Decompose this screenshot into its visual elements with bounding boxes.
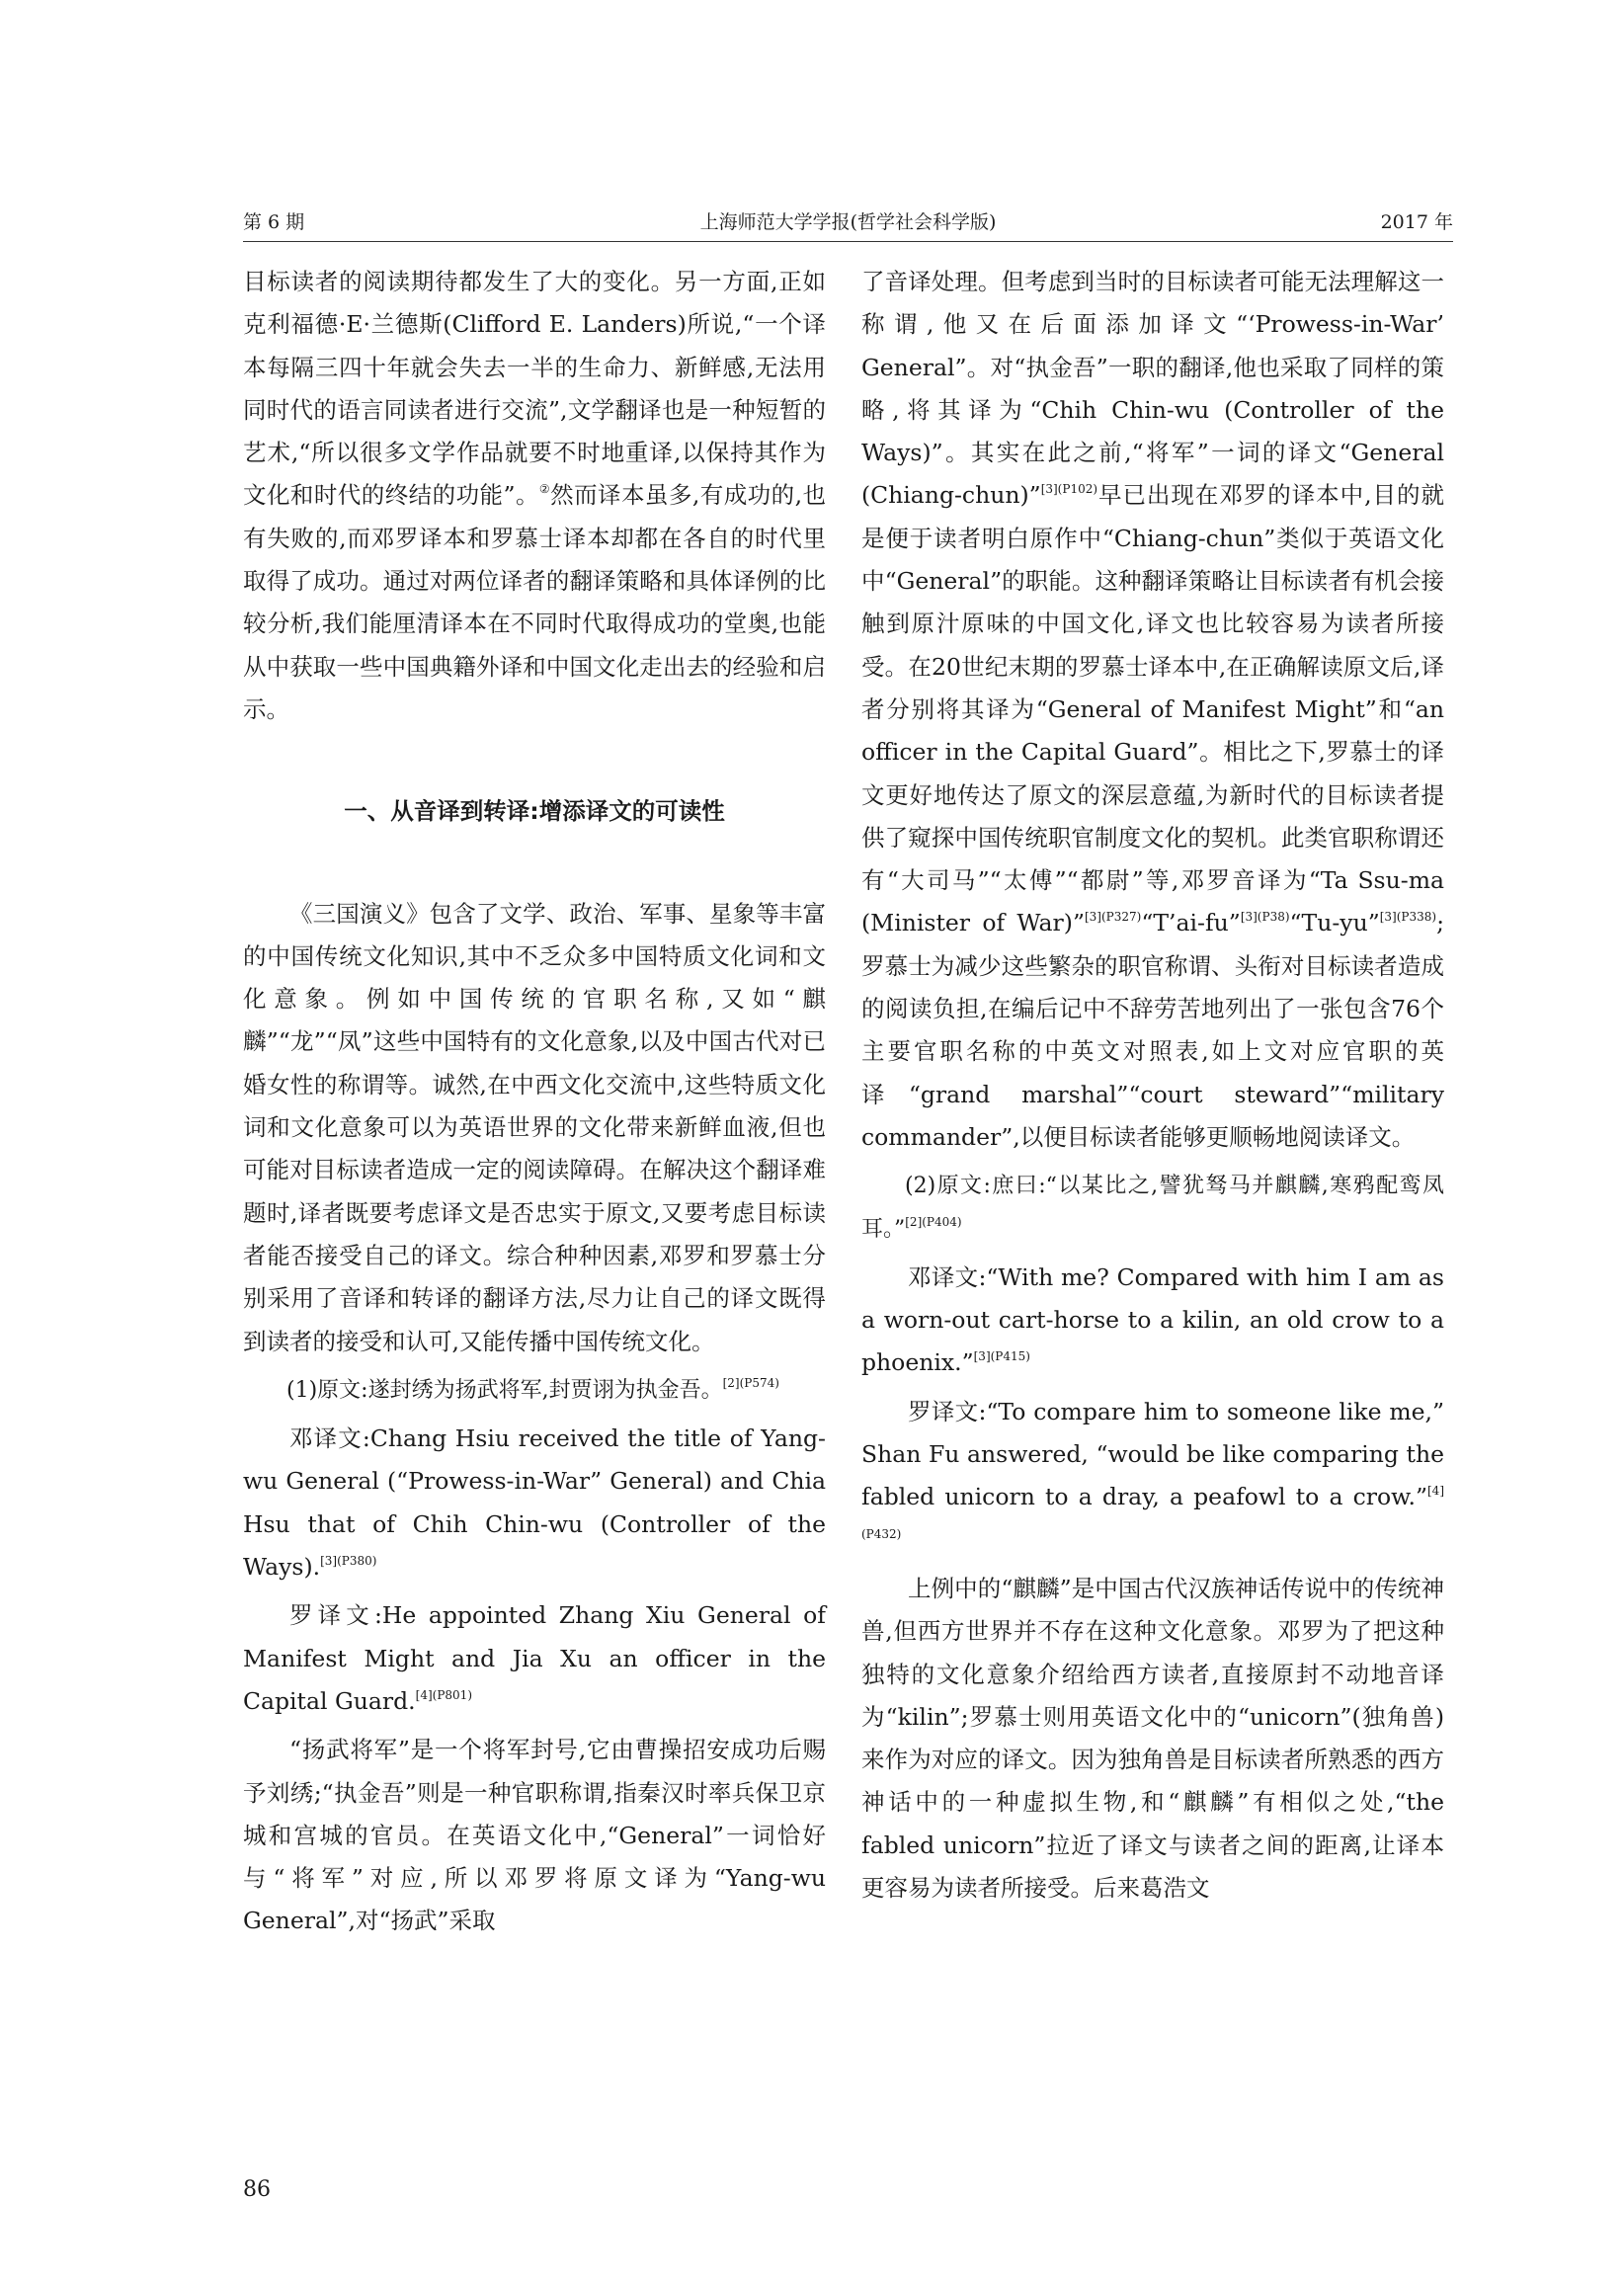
continued-text-c: “T’ai-fu” [1141,909,1241,937]
citation: [2](P404) [905,1214,962,1229]
example1-luo-text: 罗译文:He appointed Zhang Xiu General of Manifest Might and Jia Xu an officer in the Capital Guard. [243,1601,826,1715]
example2-source-text: (2)原文:庶曰:“以某比之,譬犹驽马并麒麟,寒鸦配鸾凤耳。” [861,1174,1444,1242]
example2-luo [861,1391,1444,1562]
right-column [861,261,1444,1910]
example2-deng-text: 邓译文:“With me? Compared with him I am as a worn-out cart-horse to a kilin, an old crow to a phoenix.” [861,1262,1444,1377]
year: 2017 年 [1380,211,1453,233]
example1-deng [243,1418,826,1588]
continued-text-a: 了音译处理。但考虑到当时的目标读者可能无法理解这一称谓,他又在后面添加译文“‘Prowess-in-War’ General”。对“执金吾”一职的翻译,他也采取了同样的策略,将其译为“Chih Chin-wu (Controller of the Ways)”。其实在此之前,“将军”一词的译文“General (Chiang-chun)” [861,268,1444,510]
qilin-paragraph: 上例中的“麒麟”是中国古代汉族神话传说中的传统神兽,但西方世界并不存在这种文化意象。邓罗为了把这种独特的文化意象介绍给西方读者,直接原封不动地音译为“kilin”;罗慕士则用英语文化中的“unicorn”(独角兽)来作为对应的译文。因为独角兽是目标读者所熟悉的西方神话中的一种虚拟生物,和“麒麟”有相似之处,“the fabled unicorn”拉近了译文与读者之间的距离,让译本更容易为读者所接受。后来葛浩文 [861,1574,1444,1902]
section-heading: 一、从音译到转译:增添译文的可读性 [344,797,725,826]
footnote-marker: ② [538,482,551,497]
citation: [3](P38) [1240,910,1290,925]
example2-deng [861,1257,1444,1385]
citation: [3](P415) [973,1349,1030,1364]
example2-luo-text: 罗译文:“To compare him to someone like me,” Shan Fu answered, “would be like comparing the fabled unicorn to a dray, a peafowl to a crow.” [861,1397,1444,1511]
continued-paragraph [861,261,1444,1159]
continued-text-d: “Tu-yu” [1289,909,1380,937]
example2-source [861,1165,1444,1251]
citation: [3](P327) [1084,910,1142,925]
citation: [3](P102) [1040,482,1098,497]
example1-luo [243,1594,826,1723]
example1-deng-text: 邓译文:Chang Hsiu received the title of Yang-wu General (“Prowess-in-War” General) and Chia Hsu that of Chih Chin-wu (Controller of the Ways). [243,1424,826,1582]
running-header [243,202,1453,242]
example1-source [243,1369,826,1412]
citation: [3](P380) [320,1554,377,1569]
issue-number: 第 6 期 [243,211,305,233]
citation: [4](P801) [415,1687,472,1702]
yangwu-paragraph: “扬武将军”是一个将军封号,它由曹操招安成功后赐予刘绣;“执金吾”则是一种官职称谓,指秦汉时率兵保卫京城和宫城的官员。在英语文化中,“General”一词恰好与“将军”对应,所以邓罗将原文译为“Yang-wu General”,对“扬武”采取 [243,1736,826,1935]
intro-text-tail: 然而译本虽多,有成功的,也有失败的,而邓罗译本和罗慕士译本却都在各自的时代里取得了成功。通过对两位译者的翻译策略和具体译例的比较分析,我们能厘清译本在不同时代取得成功的堂奥,也能从中获取一些中国典籍外译和中国文化走出去的经验和启示。 [243,481,826,723]
citation: [3](P338) [1379,910,1437,925]
sanguo-paragraph: 《三国演义》包含了文学、政治、军事、星象等丰富的中国传统文化知识,其中不乏众多中国特质文化词和文化意象。例如中国传统的官职名称,又如“麒麟”“龙”“凤”这些中国特有的文化意象,以及中国古代对已婚女性的称谓等。诚然,在中西文化交流中,这些特质文化词和文化意象可以为英语世界的文化带来新鲜血液,但也可能对目标读者造成一定的阅读障碍。在解决这个翻译难题时,译者既要考虑译文是否忠实于原文,又要考虑目标读者能否接受自己的译文。综合种种因素,邓罗和罗慕士分别采用了音译和转译的翻译方法,尽力让自己的译文既得到读者的接受和认可,又能传播中国传统文化。 [243,899,826,1355]
citation: [4](P432) [861,1484,1444,1541]
intro-text: 目标读者的阅读期待都发生了大的变化。另一方面,正如克利福德·E·兰德斯(Clifford E. Landers)所说,“一个译本每隔三四十年就会失去一半的生命力、新鲜感,无法用同时代的语言同读者进行交流”,文学翻译也是一种短暂的艺术,“所以很多文学作品就要不时地重译,以保持其作为文化和时代的终结的功能”。 [243,268,826,510]
journal-title: 上海师范大学学报(哲学社会科学版) [699,211,997,233]
citation: [2](P574) [722,1375,779,1390]
example1-source-text: (1)原文:遂封绣为扬武将军,封贾诩为执金吾。 [286,1377,723,1403]
intro-paragraph [243,261,826,731]
continued-text-e: ;罗慕士为减少这些繁杂的职官称谓、头衔对目标读者造成的阅读负担,在编后记中不辞劳苦地列出了一张包含76个主要官职名称的中英文对照表,如上文对应官职的英译“grand marshal”“court steward”“military commander”,以便目标读者能够更顺畅地阅读译文。 [861,909,1444,1151]
page-number: 86 [243,2177,271,2202]
continued-text-b: 早已出现在邓罗的译本中,目的就是便于读者明白原作中“Chiang-chun”类似于英语文化中“General”的职能。这种翻译策略让目标读者有机会接触到原汁原味的中国文化,译文也比较容易为读者所接受。在20世纪末期的罗慕士译本中,在正确解读原文后,译者分别将其译为“General of Manifest Might”和“an officer in the Capital Guard”。相比之下,罗慕士的译文更好地传达了原文的深层意蕴,为新时代的目标读者提供了窥探中国传统职官制度文化的契机。此类官职称谓还有“大司马”“太傅”“都尉”等,邓罗音译为“Ta Ssu-ma (Minister of War)” [861,481,1444,937]
left-column [243,261,826,1943]
